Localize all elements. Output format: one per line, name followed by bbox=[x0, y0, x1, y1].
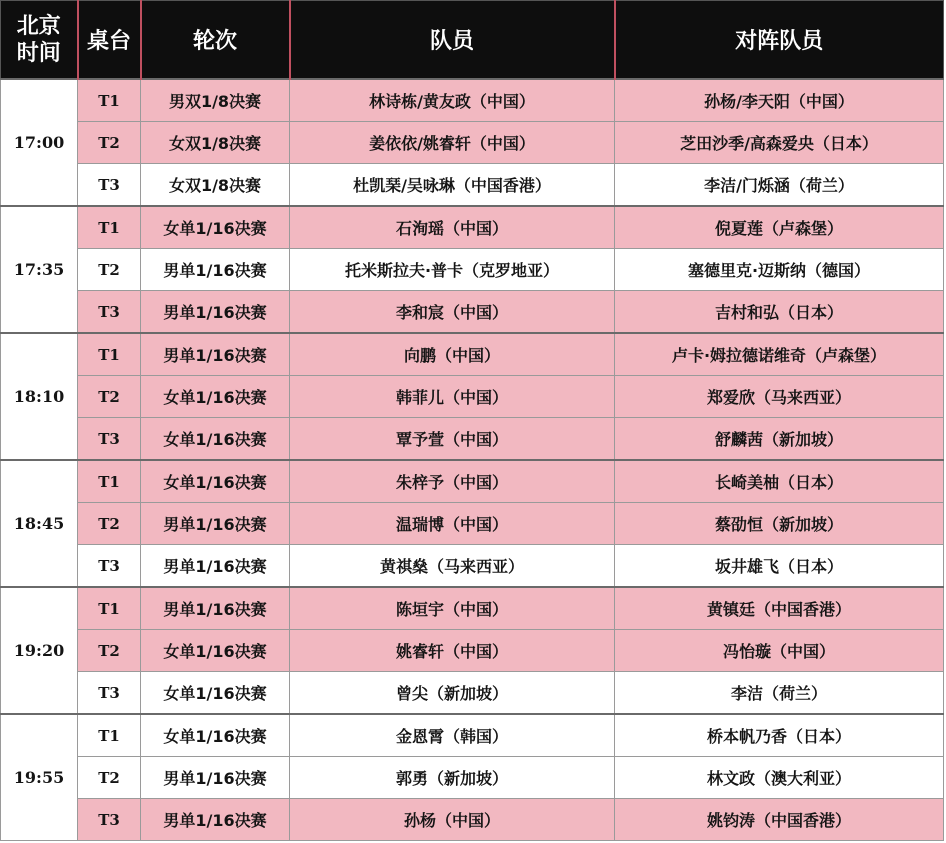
schedule-body bbox=[1, 79, 944, 841]
header-time-line1: 北京 bbox=[16, 13, 61, 39]
players-name: 曾尖（新加坡） bbox=[290, 672, 615, 715]
match-row bbox=[1, 79, 944, 122]
round-name: 男双1/8决赛 bbox=[141, 79, 290, 122]
table-number: T2 bbox=[78, 376, 141, 418]
schedule-header bbox=[1, 1, 944, 80]
match-row bbox=[1, 249, 944, 291]
players-name: 朱梓予（中国） bbox=[290, 460, 615, 503]
header-row bbox=[1, 1, 944, 80]
round-name: 男单1/16决赛 bbox=[141, 249, 290, 291]
table-number: T3 bbox=[78, 164, 141, 207]
players-name: 托米斯拉夫·普卡（克罗地亚） bbox=[290, 249, 615, 291]
time-slot: 17:00 bbox=[1, 79, 78, 206]
match-row bbox=[1, 587, 944, 630]
match-row bbox=[1, 376, 944, 418]
opponents-name: 芝田沙季/高森爱央（日本） bbox=[615, 122, 944, 164]
match-row bbox=[1, 333, 944, 376]
round-name: 女单1/16决赛 bbox=[141, 714, 290, 757]
time-slot: 19:20 bbox=[1, 587, 78, 714]
table-number: T1 bbox=[78, 714, 141, 757]
players-name: 杜凯琹/吴咏琳（中国香港） bbox=[290, 164, 615, 207]
players-name: 金恩霄（韩国） bbox=[290, 714, 615, 757]
match-row bbox=[1, 545, 944, 588]
players-name: 林诗栋/黄友政（中国） bbox=[290, 79, 615, 122]
round-name: 男单1/16决赛 bbox=[141, 757, 290, 799]
round-name: 男单1/16决赛 bbox=[141, 587, 290, 630]
table-number: T1 bbox=[78, 460, 141, 503]
round-name: 女单1/16决赛 bbox=[141, 206, 290, 249]
round-name: 女双1/8决赛 bbox=[141, 122, 290, 164]
opponents-name: 李洁（荷兰） bbox=[615, 672, 944, 715]
round-name: 女双1/8决赛 bbox=[141, 164, 290, 207]
match-row bbox=[1, 672, 944, 715]
players-name: 覃予萱（中国） bbox=[290, 418, 615, 461]
table-number: T2 bbox=[78, 757, 141, 799]
table-number: T2 bbox=[78, 503, 141, 545]
opponents-name: 郑爱欣（马来西亚） bbox=[615, 376, 944, 418]
opponents-name: 黄镇廷（中国香港） bbox=[615, 587, 944, 630]
players-name: 姚睿轩（中国） bbox=[290, 630, 615, 672]
table-number: T1 bbox=[78, 206, 141, 249]
table-number: T2 bbox=[78, 249, 141, 291]
opponents-name: 舒麟茜（新加坡） bbox=[615, 418, 944, 461]
opponents-name: 塞德里克·迈斯纳（德国） bbox=[615, 249, 944, 291]
table-number: T2 bbox=[78, 630, 141, 672]
table-number: T3 bbox=[78, 418, 141, 461]
opponents-name: 吉村和弘（日本） bbox=[615, 291, 944, 334]
table-number: T1 bbox=[78, 333, 141, 376]
round-name: 女单1/16决赛 bbox=[141, 376, 290, 418]
players-name: 黄祺燊（马来西亚） bbox=[290, 545, 615, 588]
opponents-name: 长崎美柚（日本） bbox=[615, 460, 944, 503]
match-row bbox=[1, 757, 944, 799]
table-number: T3 bbox=[78, 545, 141, 588]
header-opponents: 对阵队员 bbox=[615, 1, 944, 80]
time-slot: 17:35 bbox=[1, 206, 78, 333]
opponents-name: 蔡劭恒（新加坡） bbox=[615, 503, 944, 545]
opponents-name: 卢卡·姆拉德诺维奇（卢森堡） bbox=[615, 333, 944, 376]
match-row bbox=[1, 206, 944, 249]
match-row bbox=[1, 503, 944, 545]
players-name: 郭勇（新加坡） bbox=[290, 757, 615, 799]
header-time-line2: 时间 bbox=[16, 40, 61, 66]
opponents-name: 李洁/门烁涵（荷兰） bbox=[615, 164, 944, 207]
opponents-name: 姚钧涛（中国香港） bbox=[615, 799, 944, 841]
header-time bbox=[1, 1, 78, 80]
players-name: 姜依依/姚睿轩（中国） bbox=[290, 122, 615, 164]
players-name: 向鹏（中国） bbox=[290, 333, 615, 376]
match-row bbox=[1, 799, 944, 841]
players-name: 温瑞博（中国） bbox=[290, 503, 615, 545]
round-name: 女单1/16决赛 bbox=[141, 460, 290, 503]
round-name: 女单1/16决赛 bbox=[141, 418, 290, 461]
round-name: 女单1/16决赛 bbox=[141, 630, 290, 672]
header-round: 轮次 bbox=[141, 1, 290, 80]
players-name: 李和宸（中国） bbox=[290, 291, 615, 334]
opponents-name: 孙杨/李天阳（中国） bbox=[615, 79, 944, 122]
table-number: T3 bbox=[78, 291, 141, 334]
header-players: 队员 bbox=[290, 1, 615, 80]
round-name: 男单1/16决赛 bbox=[141, 333, 290, 376]
table-number: T1 bbox=[78, 79, 141, 122]
round-name: 女单1/16决赛 bbox=[141, 672, 290, 715]
match-row bbox=[1, 418, 944, 461]
opponents-name: 桥本帆乃香（日本） bbox=[615, 714, 944, 757]
time-slot: 19:55 bbox=[1, 714, 78, 841]
table-number: T3 bbox=[78, 672, 141, 715]
table-number: T2 bbox=[78, 122, 141, 164]
match-row bbox=[1, 714, 944, 757]
opponents-name: 冯怡璇（中国） bbox=[615, 630, 944, 672]
table-number: T1 bbox=[78, 587, 141, 630]
match-row bbox=[1, 122, 944, 164]
round-name: 男单1/16决赛 bbox=[141, 545, 290, 588]
table-number: T3 bbox=[78, 799, 141, 841]
opponents-name: 坂井雄飞（日本） bbox=[615, 545, 944, 588]
players-name: 石洵瑶（中国） bbox=[290, 206, 615, 249]
players-name: 陈垣宇（中国） bbox=[290, 587, 615, 630]
match-row bbox=[1, 460, 944, 503]
match-row bbox=[1, 291, 944, 334]
round-name: 男单1/16决赛 bbox=[141, 799, 290, 841]
opponents-name: 林文政（澳大利亚） bbox=[615, 757, 944, 799]
header-table: 桌台 bbox=[78, 1, 141, 80]
time-slot: 18:10 bbox=[1, 333, 78, 460]
time-slot: 18:45 bbox=[1, 460, 78, 587]
round-name: 男单1/16决赛 bbox=[141, 503, 290, 545]
players-name: 孙杨（中国） bbox=[290, 799, 615, 841]
match-row bbox=[1, 164, 944, 207]
opponents-name: 倪夏莲（卢森堡） bbox=[615, 206, 944, 249]
players-name: 韩菲儿（中国） bbox=[290, 376, 615, 418]
match-row bbox=[1, 630, 944, 672]
round-name: 男单1/16决赛 bbox=[141, 291, 290, 334]
